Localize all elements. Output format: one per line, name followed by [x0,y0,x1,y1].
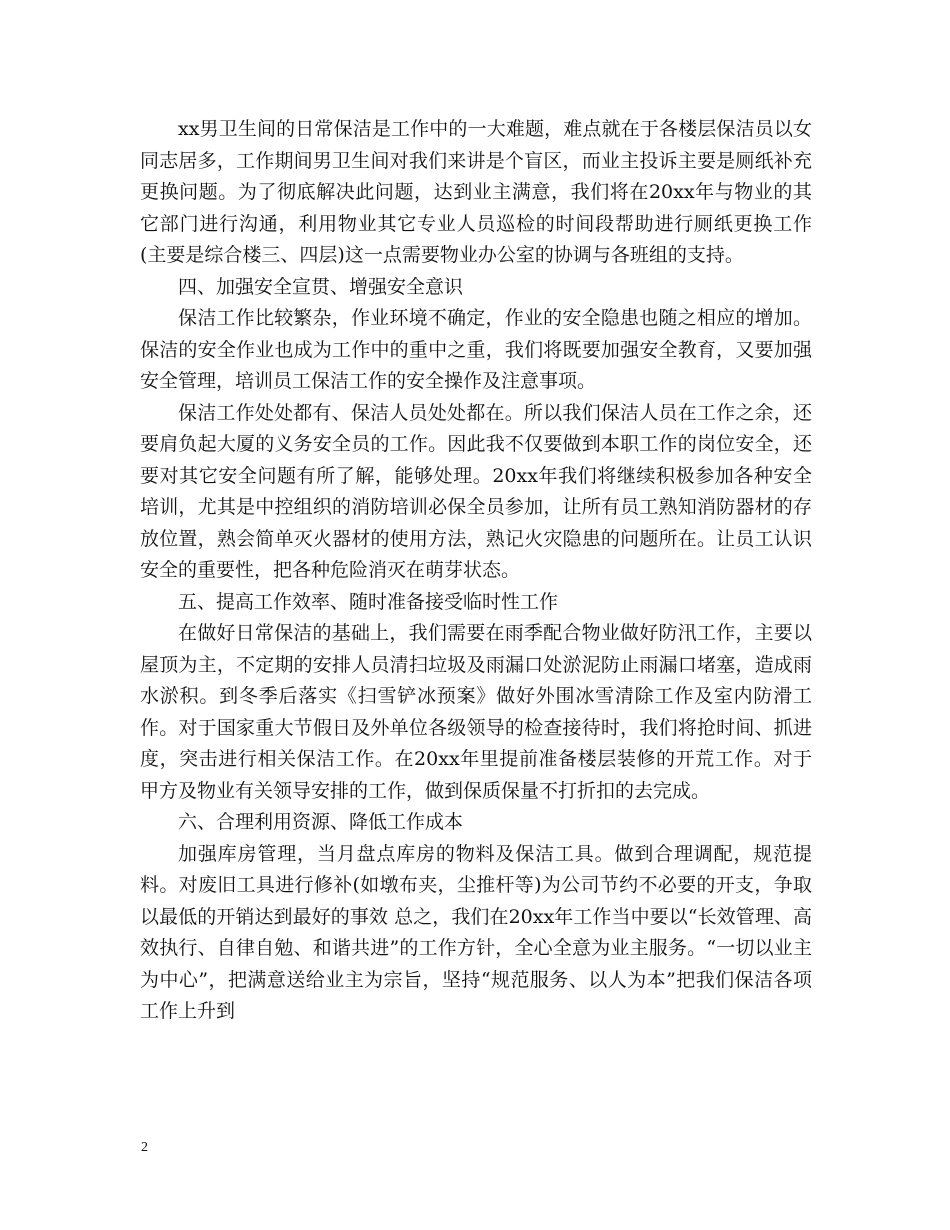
document-body [140,114,812,1028]
page-number: 2 [141,1140,148,1155]
paragraph-mens-restroom: xx男卫生间的日常保洁是工作中的一大难题，难点就在于各楼层保洁员以女同志居多，工作期间男卫生间对我们来讲是个盲区，而业主投诉主要是厕纸补充更换问题。为了彻底解决此问题，达到业主满意，我们将在20xx年与物业的其它部门进行沟通，利用物业其它专业人员巡检的时间段帮助进行厕纸更换工作(主要是综合楼三、四层)这一点需要物业办公室的协调与各班组的支持。 [140,118,812,266]
section-heading-safety: 四、加强安全宣贯、增强安全意识 [178,275,464,298]
paragraph-safety-management: 保洁工作比较繁杂，作业环境不确定，作业的安全隐患也随之相应的增加。保洁的安全作业也成为工作中的重中之重，我们将既要加强安全教育，又要加强安全管理，培训员工保洁工作的安全操作及注意事项。 [140,307,812,392]
paragraph-warehouse-management: 加强库房管理，当月盘点库房的物料及保洁工具。做到合理调配，规范提料。对废旧工具进行修补(如墩布夹，尘推杆等)为公司节约不必要的开支，争取以最低的开销达到最好的事效 总之，我们在20xx年工作当中要以“长效管理、高效执行、自律自勉、和谐共进”的工作方针，全心全意为业主服务。“一切以业主为中心”，把满意送给业主为宗旨，坚持“规范服务、以人为本”把我们保洁各项工作上升到 [140,842,812,1022]
section-heading-resources: 六、合理利用资源、降低工作成本 [178,811,464,833]
paragraph-safety-training: 保洁工作处处都有、保洁人员处处都在。所以我们保洁人员在工作之余，还要肩负起大厦的义务安全员的工作。因此我不仅要做到本职工作的岗位安全，还要对其它安全问题有所了解，能够处理。20xx年我们将继续积极参加各种安全培训，尤其是中控组织的消防培训必保全员参加，让所有员工熟知消防器材的存放位置，熟会简单灭火器材的使用方法，熟记火灾隐患的问题所在。让员工认识安全的重要性，把各种危险消灭在萌芽状态。 [140,401,812,581]
section-heading-efficiency: 五、提高工作效率、随时准备接受临时性工作 [178,590,559,613]
paragraph-temporary-work: 在做好日常保洁的基础上，我们需要在雨季配合物业做好防汛工作，主要以屋顶为主，不定期的安排人员清扫垃圾及雨漏口处淤泥防止雨漏口堵塞，造成雨水淤积。到冬季后落实《扫雪铲冰预案》做好外围冰雪清除工作及室内防滑工作。对于国家重大节假日及外单位各级领导的检查接待时，我们将抢时间、抓进度，突击进行相关保洁工作。在20xx年里提前准备楼层装修的开荒工作。对于甲方及物业有关领导安排的工作，做到保质保量不打折扣的去完成。 [140,622,812,802]
